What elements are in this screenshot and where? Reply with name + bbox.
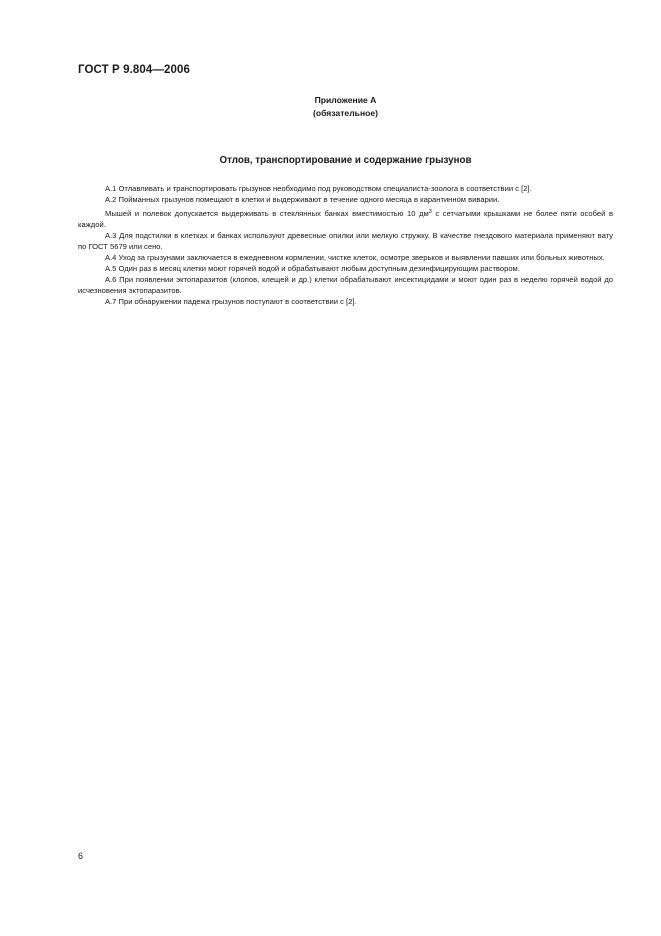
paragraph-a7: А.7 При обнаружении падежа грызунов поступают в соответствии с [2]. [105, 297, 357, 306]
appendix-status: (обязательное) [312, 108, 379, 118]
a2-note-text-after: с сетчатыми крышками не более пяти особей в каждой. [78, 209, 613, 229]
paragraph-a2-note [78, 208, 613, 230]
paragraph-a3: А.3 Для подстилки в клетках и банках используют древесные опилки или мелкую стружку. В качестве гнездового материала применяют вату по ГОСТ 5679 или сено. [78, 231, 613, 251]
paragraph-a6: А.6 При появлении эктопаразитов (клопов, клещей и др.) клетки обрабатывают инсектицидами и моют один раз в неделю горячей водой до исчезновения эктопаразитов. [78, 275, 613, 295]
document-header: ГОСТ Р 9.804—2006 [78, 64, 190, 76]
document-body [78, 183, 613, 307]
paragraph-a1: А.1 Отлавливать и транспортировать грызунов необходимо под руководством специалиста-зоолога в соответствии с [2]. [105, 184, 532, 193]
paragraph-a2: А.2 Пойманных грызунов помещают в клетки и выдерживают в течение одного месяца в карантинном виварии. [105, 195, 500, 204]
paragraph-a4: А.4 Уход за грызунами заключается в ежедневном кормлении, чистке клеток, осмотре зверьков и выявлении павших или больных животных. [105, 253, 605, 262]
a2-note-superscript: 3 [428, 209, 432, 215]
section-title: Отлов, транспортирование и содержание грызунов [219, 155, 472, 166]
a2-note-text-before: Мышей и полевок допускается выдерживать в стеклянных банках вместимостью 10 дм [105, 209, 429, 218]
appendix-heading [0, 94, 661, 120]
page-number: 6 [78, 851, 84, 861]
appendix-label: Приложение А [314, 95, 377, 105]
paragraph-a5: А.5 Один раз в месяц клетки моют горячей водой и обрабатывают любым доступным дезинфицирующим раствором. [105, 264, 520, 273]
